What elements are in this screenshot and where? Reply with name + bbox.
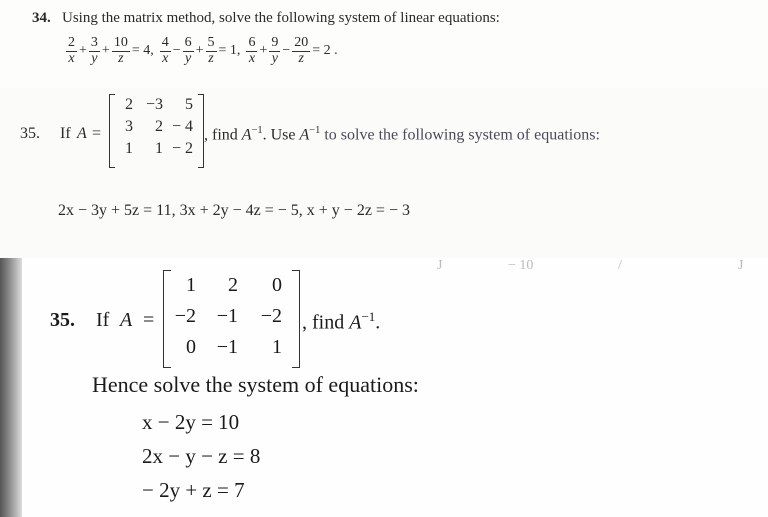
equation-1: x − 2y = 10	[142, 410, 240, 434]
fraction: $\frac{2}{x}$	[68, 35, 75, 66]
bleed-text: /	[618, 258, 622, 273]
matrix-a	[168, 274, 282, 359]
fraction: $\frac{20}{z}$	[294, 35, 309, 66]
equation-2: 2x − y − z = 8	[142, 444, 261, 468]
matrix-cell: −1	[216, 305, 238, 327]
matrix-cell: 3	[125, 118, 133, 135]
question-number: 34.	[32, 10, 51, 26]
question-text: , find $A^{-1}$. Use $A^{-1}$ to solve the following system of equations:	[204, 125, 600, 144]
fraction: $\frac{6}{y}$	[184, 35, 192, 66]
fraction: $\frac{6}{x}$	[248, 35, 256, 66]
if-text: If	[60, 125, 71, 142]
matrix-cell: −2	[260, 305, 282, 327]
bleed-text: J	[738, 258, 744, 273]
matrix-cell: 0	[186, 336, 196, 358]
matrix-bracket-right	[292, 270, 300, 368]
question-text: , find $A^{-1}$.	[302, 309, 381, 334]
matrix-cell: −3	[145, 96, 163, 113]
matrix-cell: 2	[125, 96, 133, 113]
matrix-cell: 1	[186, 274, 196, 296]
matrix-cell: 0	[272, 274, 282, 296]
matrix-cell: −1	[216, 336, 238, 358]
equation-3: − 2y + z = 7	[142, 478, 245, 502]
matrix-cell: 2	[228, 274, 238, 296]
question-number: 35.	[20, 125, 40, 142]
hence-text: Hence solve the system of equations:	[92, 372, 419, 397]
fraction: $\frac{9}{y}$	[271, 35, 279, 66]
equals-sign: =	[92, 125, 102, 142]
matrix-cell: − 2	[171, 140, 193, 157]
matrix-a	[113, 96, 193, 158]
question-34	[0, 0, 768, 95]
if-text: If	[96, 309, 110, 331]
equation-line: $\frac{2}{x}$ + $\frac{3}{y}$ + $\frac{10}{z}$ = 4, $\frac{4}{x}$ − $\frac{6}{y}$ + $\frac{5}{z}$ = 1, $\frac{6}{x}$ + $\frac{9}{y}$ − $\frac{20}{z}$ = 2 .	[68, 35, 338, 66]
matrix-cell: − 4	[171, 118, 193, 135]
bleed-text: − 10	[508, 258, 534, 273]
matrix-cell: 1	[125, 140, 133, 157]
matrix-cell: 2	[155, 118, 163, 135]
fraction: $\frac{3}{y}$	[90, 35, 98, 66]
question-35-first	[0, 88, 768, 258]
question-35-second	[0, 258, 768, 517]
fraction: $\frac{4}{x}$	[161, 35, 169, 66]
matrix-variable: A	[120, 309, 133, 331]
fraction: $\frac{5}{z}$	[207, 35, 215, 66]
matrix-cell: 1	[155, 140, 163, 157]
question-prompt: Using the matrix method, solve the following system of linear equations:	[62, 10, 500, 26]
question-number: 35.	[50, 309, 75, 331]
matrix-cell: −2	[174, 305, 196, 327]
page-edge-shadow	[0, 258, 22, 517]
matrix-cell: 1	[272, 336, 282, 358]
matrix-variable: A	[77, 125, 87, 142]
equals-sign: =	[143, 309, 155, 331]
fraction: $\frac{10}{z}$	[113, 35, 128, 66]
matrix-cell: 5	[185, 96, 193, 113]
bleed-text: J	[437, 258, 443, 273]
equation-system: 2x − 3y + 5z = 11, 3x + 2y − 4z = − 5, x + y − 2z = − 3	[58, 202, 410, 219]
